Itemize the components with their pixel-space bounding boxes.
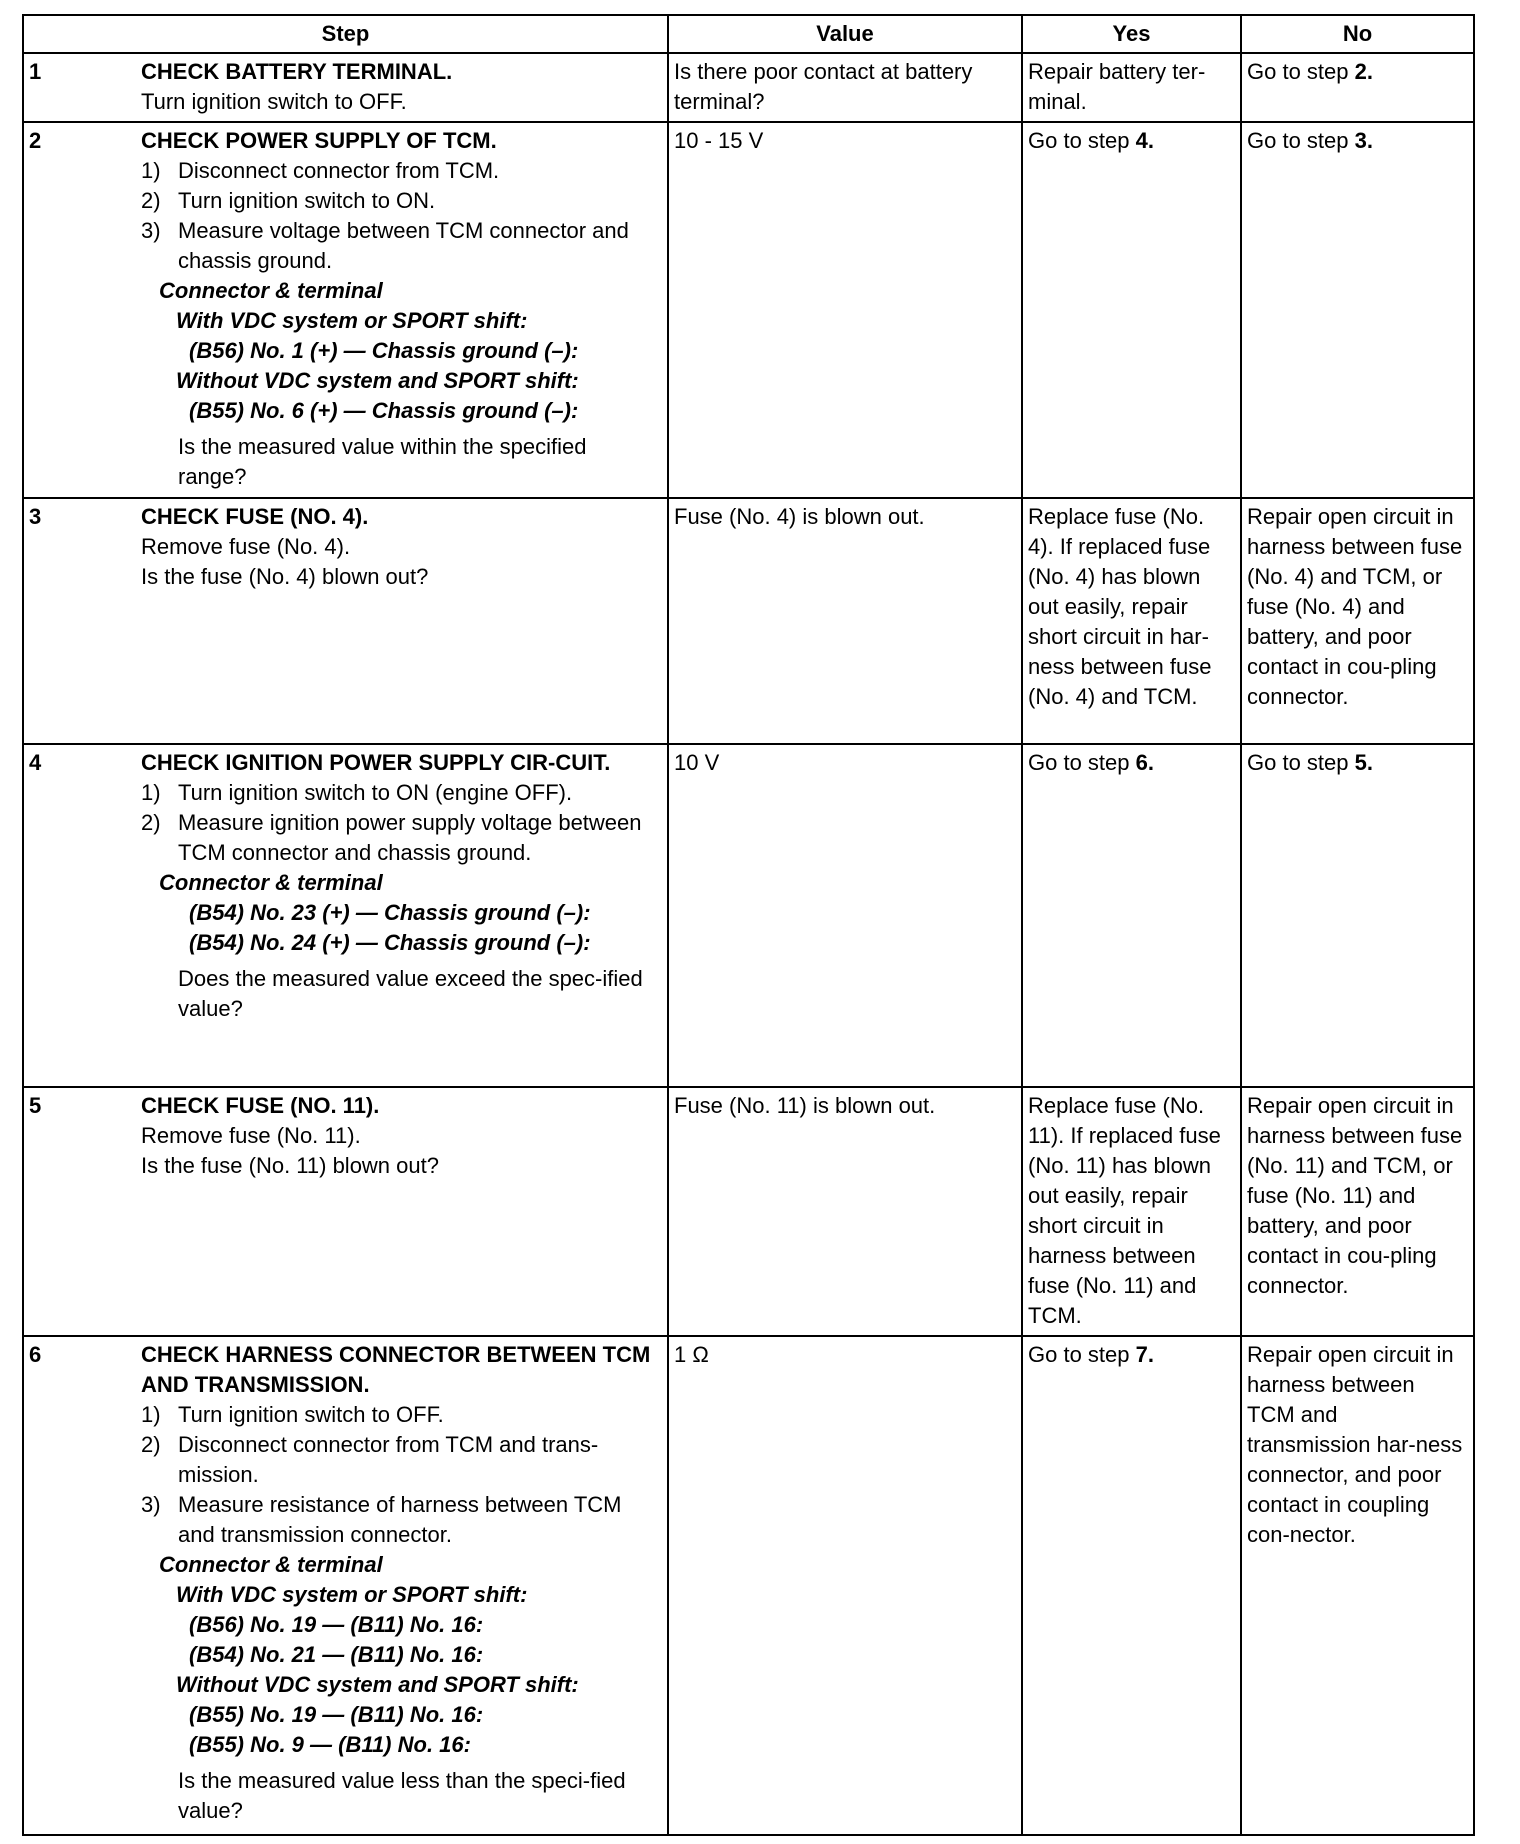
header-row xyxy=(23,15,1474,53)
yes-cell xyxy=(1022,1336,1241,1835)
list-item: 3) Measure resistance of harness between TCM and transmission connector. xyxy=(141,1492,622,1547)
yes-cell: Replace fuse (No. 11). If replaced fuse (No. 11) has blown out easily, repair short circuit in harness between fuse (No. 11) and TCM. xyxy=(1022,1087,1241,1336)
value-cell: 10 V xyxy=(668,744,1022,1087)
value-cell: Fuse (No. 11) is blown out. xyxy=(668,1087,1022,1336)
step-number: 5 xyxy=(29,1093,42,1118)
step-number: 2 xyxy=(29,128,42,153)
header-step: Step xyxy=(23,15,668,53)
no-step-ref: 3. xyxy=(1354,128,1373,153)
step-title: CHECK HARNESS CONNECTOR BETWEEN TCM AND TRANSMISSION. xyxy=(141,1342,651,1397)
step-cell xyxy=(23,498,668,744)
no-prefix: Go to step xyxy=(1247,128,1355,153)
condition-label: Without VDC system and SPORT shift: xyxy=(176,1672,579,1697)
step-question: Is the measured value less than the speci-fied value? xyxy=(178,1768,626,1823)
step-instruction: Turn ignition switch to OFF. xyxy=(141,89,407,114)
condition-label: Without VDC system and SPORT shift: xyxy=(176,368,579,393)
no-cell: Repair open circuit in harness between fuse (No. 11) and TCM, or fuse (No. 11) and battery, and poor contact in cou-pling connector. xyxy=(1241,1087,1474,1336)
table-row-step-6 xyxy=(23,1336,1474,1835)
no-cell xyxy=(1241,53,1474,122)
terminal-spec: (B54) No. 21 — (B11) No. 16: xyxy=(189,1642,484,1667)
value-cell: Is there poor contact at battery terminal? xyxy=(668,53,1022,122)
step-question: Is the measured value within the specified range? xyxy=(178,434,587,489)
step-question: Does the measured value exceed the spec-ified value? xyxy=(178,966,643,1021)
no-step-ref: 5. xyxy=(1354,750,1373,775)
value-cell: 10 - 15 V xyxy=(668,122,1022,498)
step-number: 6 xyxy=(29,1342,42,1367)
step-title: CHECK FUSE (NO. 4). xyxy=(141,504,369,529)
list-item: 2) Disconnect connector from TCM and trans-mission. xyxy=(141,1432,599,1487)
list-item: 2) Measure ignition power supply voltage between TCM connector and chassis ground. xyxy=(141,810,642,865)
table-row-step-5 xyxy=(23,1087,1474,1336)
step-number: 4 xyxy=(29,750,42,775)
terminal-spec: (B55) No. 9 — (B11) No. 16: xyxy=(189,1732,471,1757)
table-row-step-1 xyxy=(23,53,1474,122)
table-row-step-2 xyxy=(23,122,1474,498)
connector-label: Connector & terminal xyxy=(159,278,383,303)
terminal-spec: (B56) No. 1 (+) — Chassis ground (–): xyxy=(189,338,579,363)
step-cell xyxy=(23,53,668,122)
step-cell xyxy=(23,122,668,498)
no-prefix: Go to step xyxy=(1247,59,1355,84)
step-title: CHECK BATTERY TERMINAL. xyxy=(141,59,453,84)
terminal-spec: (B55) No. 6 (+) — Chassis ground (–): xyxy=(189,398,579,423)
condition-label: With VDC system or SPORT shift: xyxy=(176,1582,528,1607)
step-instruction: Remove fuse (No. 11). xyxy=(141,1123,361,1148)
no-cell xyxy=(1241,744,1474,1087)
terminal-spec: (B56) No. 19 — (B11) No. 16: xyxy=(189,1612,484,1637)
condition-label: With VDC system or SPORT shift: xyxy=(176,308,528,333)
no-prefix: Go to step xyxy=(1247,750,1355,775)
yes-prefix: Go to step xyxy=(1028,128,1136,153)
list-item: 3) Measure voltage between TCM connector and chassis ground. xyxy=(141,218,629,273)
yes-step-ref: 7. xyxy=(1135,1342,1154,1367)
no-cell xyxy=(1241,122,1474,498)
terminal-spec: (B54) No. 23 (+) — Chassis ground (–): xyxy=(189,900,591,925)
no-step-ref: 2. xyxy=(1354,59,1373,84)
no-cell: Repair open circuit in harness between fuse (No. 4) and TCM, or fuse (No. 4) and battery, and poor contact in cou-pling connector. xyxy=(1241,498,1474,744)
list-item: 1) Turn ignition switch to ON (engine OFF). xyxy=(141,780,573,805)
list-item: 1) Disconnect connector from TCM. xyxy=(141,158,500,183)
header-no: No xyxy=(1241,15,1474,53)
yes-step-ref: 6. xyxy=(1135,750,1154,775)
no-cell: Repair open circuit in harness between TCM and transmission har-ness connector, and poor contact in coupling con-nector. xyxy=(1241,1336,1474,1835)
table-row-step-3 xyxy=(23,498,1474,744)
step-instruction: Remove fuse (No. 4). xyxy=(141,534,351,559)
yes-cell: Replace fuse (No. 4). If replaced fuse (No. 4) has blown out easily, repair short circuit in har-ness between fuse (No. 4) and TCM. xyxy=(1022,498,1241,744)
header-value: Value xyxy=(668,15,1022,53)
yes-cell xyxy=(1022,744,1241,1087)
step-cell xyxy=(23,1087,668,1336)
header-yes: Yes xyxy=(1022,15,1241,53)
connector-label: Connector & terminal xyxy=(159,870,383,895)
connector-label: Connector & terminal xyxy=(159,1552,383,1577)
terminal-spec: (B55) No. 19 — (B11) No. 16: xyxy=(189,1702,484,1727)
step-title: CHECK POWER SUPPLY OF TCM. xyxy=(141,128,497,153)
step-number: 1 xyxy=(29,59,42,84)
diagnostic-table xyxy=(22,14,1475,1836)
yes-prefix: Go to step xyxy=(1028,1342,1136,1367)
step-title: CHECK IGNITION POWER SUPPLY CIR-CUIT. xyxy=(141,750,611,775)
step-number: 3 xyxy=(29,504,42,529)
yes-step-ref: 4. xyxy=(1135,128,1154,153)
yes-prefix: Go to step xyxy=(1028,750,1136,775)
yes-cell: Repair battery ter-minal. xyxy=(1022,53,1241,122)
step-cell xyxy=(23,744,668,1087)
yes-cell xyxy=(1022,122,1241,498)
value-cell: 1 Ω xyxy=(668,1336,1022,1835)
table-row-step-4 xyxy=(23,744,1474,1087)
step-cell xyxy=(23,1336,668,1835)
terminal-spec: (B54) No. 24 (+) — Chassis ground (–): xyxy=(189,930,591,955)
step-question: Is the fuse (No. 11) blown out? xyxy=(141,1153,439,1178)
step-question: Is the fuse (No. 4) blown out? xyxy=(141,564,429,589)
value-cell: Fuse (No. 4) is blown out. xyxy=(668,498,1022,744)
step-title: CHECK FUSE (NO. 11). xyxy=(141,1093,380,1118)
list-item: 1) Turn ignition switch to OFF. xyxy=(141,1402,444,1427)
list-item: 2) Turn ignition switch to ON. xyxy=(141,188,436,213)
